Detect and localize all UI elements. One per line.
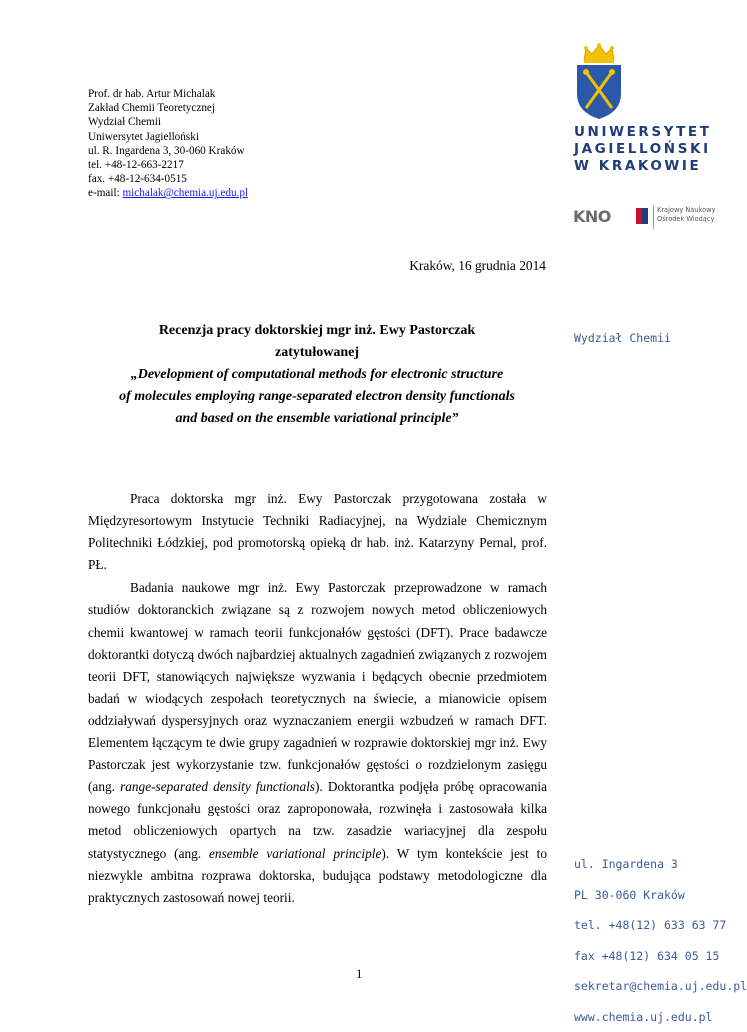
sender-dept: Zakład Chemii Teoretycznej xyxy=(88,101,248,115)
side-faculty-label: Wydział Chemii xyxy=(574,331,671,345)
kno-flag-blue xyxy=(642,208,648,224)
paragraph-2-italic-2: ensemble variational principle xyxy=(209,846,381,861)
side-contact-block xyxy=(574,849,747,1032)
paragraph-2-part-c: ). W tym kontekście jest to niezwykle ambitna rozprawa doktorska, budująca podstawy metodologiczne dla praktycznych zastosowań nowej teorii. xyxy=(88,846,547,905)
side-www: www.chemia.uj.edu.pl xyxy=(574,1002,747,1032)
review-title xyxy=(88,320,546,430)
kno-divider xyxy=(653,205,654,229)
side-address-line2: PL 30-060 Kraków xyxy=(574,880,747,911)
university-name-line2: JAGIELLOŃSKI xyxy=(574,141,712,158)
sender-email-label: e-mail: xyxy=(88,187,122,199)
sender-name: Prof. dr hab. Artur Michalak xyxy=(88,87,248,101)
title-line3: „Development of computational methods for electronic structure xyxy=(88,364,546,386)
sender-fax: fax. +48-12-634-0515 xyxy=(88,172,248,186)
kno-caption xyxy=(657,206,715,224)
sender-faculty: Wydział Chemii xyxy=(88,115,248,129)
title-line2: zatytułowanej xyxy=(88,342,546,364)
university-name-line3: W KRAKOWIE xyxy=(574,158,712,175)
page-number: 1 xyxy=(356,966,363,982)
paragraph-2-italic-1: range-separated density functionals xyxy=(120,779,315,794)
sender-tel: tel. +48-12-663-2217 xyxy=(88,158,248,172)
paragraph-2-part-b: ). Doktorantka podjęła próbę opracowania nowego funkcjonału gęstości oraz zaproponowała, rozwinęła i zastosowała kilka metod obliczeniowych opartych na tzw. zasadzie wariacyjnej dla zespołu statystycznego (ang. xyxy=(88,779,547,860)
paragraph-1: Praca doktorska mgr inż. Ewy Pastorczak przygotowana została w Międzyresortowym Instytucie Techniki Radiacyjnej, na Wydziale Chemicznym Politechniki Łódzkiej, pod promotorską opieką dr hab. inż. Katarzyny Pernal, prof. PŁ. xyxy=(88,488,547,576)
sender-email-line xyxy=(88,186,248,200)
paragraph-2 xyxy=(88,577,547,908)
sender-street: ul. R. Ingardena 3, 30-060 Kraków xyxy=(88,144,248,158)
university-crest-icon xyxy=(574,42,624,120)
sender-university: Uniwersytet Jagielloński xyxy=(88,130,248,144)
university-name xyxy=(574,124,712,175)
paragraph-2-part-a: Badania naukowe mgr inż. Ewy Pastorczak przeprowadzone w ramach studiów doktoranckich związane są z rozwojem nowych metod obliczeniowych chemii kwantowej w ramach teorii funkcjonałów gęstości (DFT). Prace badawcze doktorantki dotyczą dwóch najbardziej aktualnych zagadnień związanych z rozwojem teorii DFT, stanowiących największe wyzwania i będących obecnie przedmiotem badań w wiodących zespołach teoretycznych na świecie, a mianowicie opisem oddziaływań dyspersyjnych oraz wyznaczaniem energii wzbudzeń w ramach DFT. Elementem łączącym te dwie grupy zagadnień w rozprawie doktorskiej mgr inż. Ewy Pastorczak jest wykorzystanie tzw. funkcjonałów gęstości o rozdzielonym zasięgu (ang. xyxy=(88,580,547,794)
title-line1: Recenzja pracy doktorskiej mgr inż. Ewy Pastorczak xyxy=(88,320,546,342)
side-fax: fax +48(12) 634 05 15 xyxy=(574,941,747,972)
kno-caption-line2: Ośrodek Wiodący xyxy=(657,215,715,224)
kno-caption-line1: Krajowy Naukowy xyxy=(657,206,715,215)
sender-address-block xyxy=(88,87,248,201)
university-name-line1: UNIWERSYTET xyxy=(574,124,712,141)
sender-email-link[interactable]: michalak@chemia.uj.edu.pl xyxy=(122,187,248,199)
side-email: sekretar@chemia.uj.edu.pl xyxy=(574,971,747,1002)
kno-mark: KNO xyxy=(573,207,611,226)
title-line5: and based on the ensemble variational principle” xyxy=(88,408,546,430)
side-tel: tel. +48(12) 633 63 77 xyxy=(574,910,747,941)
kno-logo xyxy=(573,205,723,231)
title-line4: of molecules employing range-separated electron density functionals xyxy=(88,386,546,408)
letter-date: Kraków, 16 grudnia 2014 xyxy=(409,258,546,274)
review-body xyxy=(88,488,547,909)
side-address-line1: ul. Ingardena 3 xyxy=(574,849,747,880)
